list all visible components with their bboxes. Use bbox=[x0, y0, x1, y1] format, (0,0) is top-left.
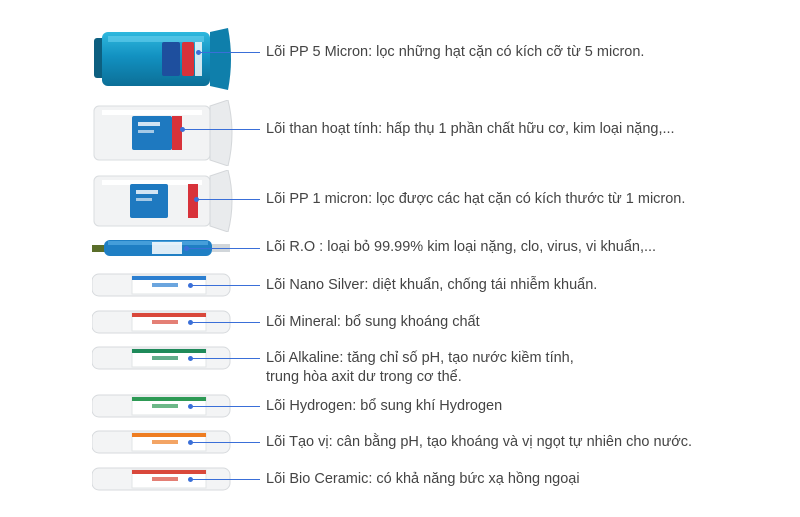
filter-label: Lõi Mineral: bổ sung khoáng chất bbox=[266, 314, 480, 330]
filter-label: Lõi Tạo vị: cân bằng pH, tạo khoáng và vị ngọt tự nhiên cho nước. bbox=[266, 434, 693, 450]
filter-label: Lõi than hoạt tính: hấp thụ 1 phần chất hữu cơ, kim loại nặng,... bbox=[266, 121, 675, 137]
filter-label: Lõi PP 5 Micron: lọc những hạt cặn có kích cỡ từ 5 micron. bbox=[266, 44, 645, 60]
filter-label: Lõi PP 1 micron: lọc được các hạt cặn có kích thước từ 1 micron. bbox=[266, 191, 686, 207]
white-carbon-housing-icon bbox=[92, 100, 238, 166]
leader-line bbox=[198, 52, 260, 53]
leader-line bbox=[190, 479, 260, 480]
leader-line bbox=[196, 199, 260, 200]
leader-line bbox=[182, 129, 260, 130]
leader-line bbox=[190, 442, 260, 443]
filter-label-line-2: trung hòa axit dư trong cơ thể. bbox=[266, 369, 462, 385]
white-pp-housing-icon bbox=[92, 170, 238, 232]
leader-line bbox=[190, 285, 260, 286]
leader-line bbox=[186, 248, 260, 249]
filter-label: Lõi Bio Ceramic: có khả năng bức xạ hồng ngoại bbox=[266, 471, 580, 487]
filter-label: Lõi R.O : loại bỏ 99.99% kim loại nặng, clo, virus, vi khuẩn,... bbox=[266, 239, 657, 255]
filter-label: Lõi Nano Silver: diệt khuẩn, chống tái nhiễm khuẩn. bbox=[266, 277, 598, 293]
blue-pp-housing-icon bbox=[92, 28, 238, 90]
leader-line bbox=[190, 322, 260, 323]
filter-label: Lõi Hydrogen: bổ sung khí Hydrogen bbox=[266, 398, 503, 414]
leader-line bbox=[190, 406, 260, 407]
filter-label-line-1: Lõi Alkaline: tăng chỉ số pH, tạo nước kiềm tính, bbox=[266, 350, 574, 366]
leader-line bbox=[190, 358, 260, 359]
filter-label-multiline bbox=[266, 349, 574, 387]
